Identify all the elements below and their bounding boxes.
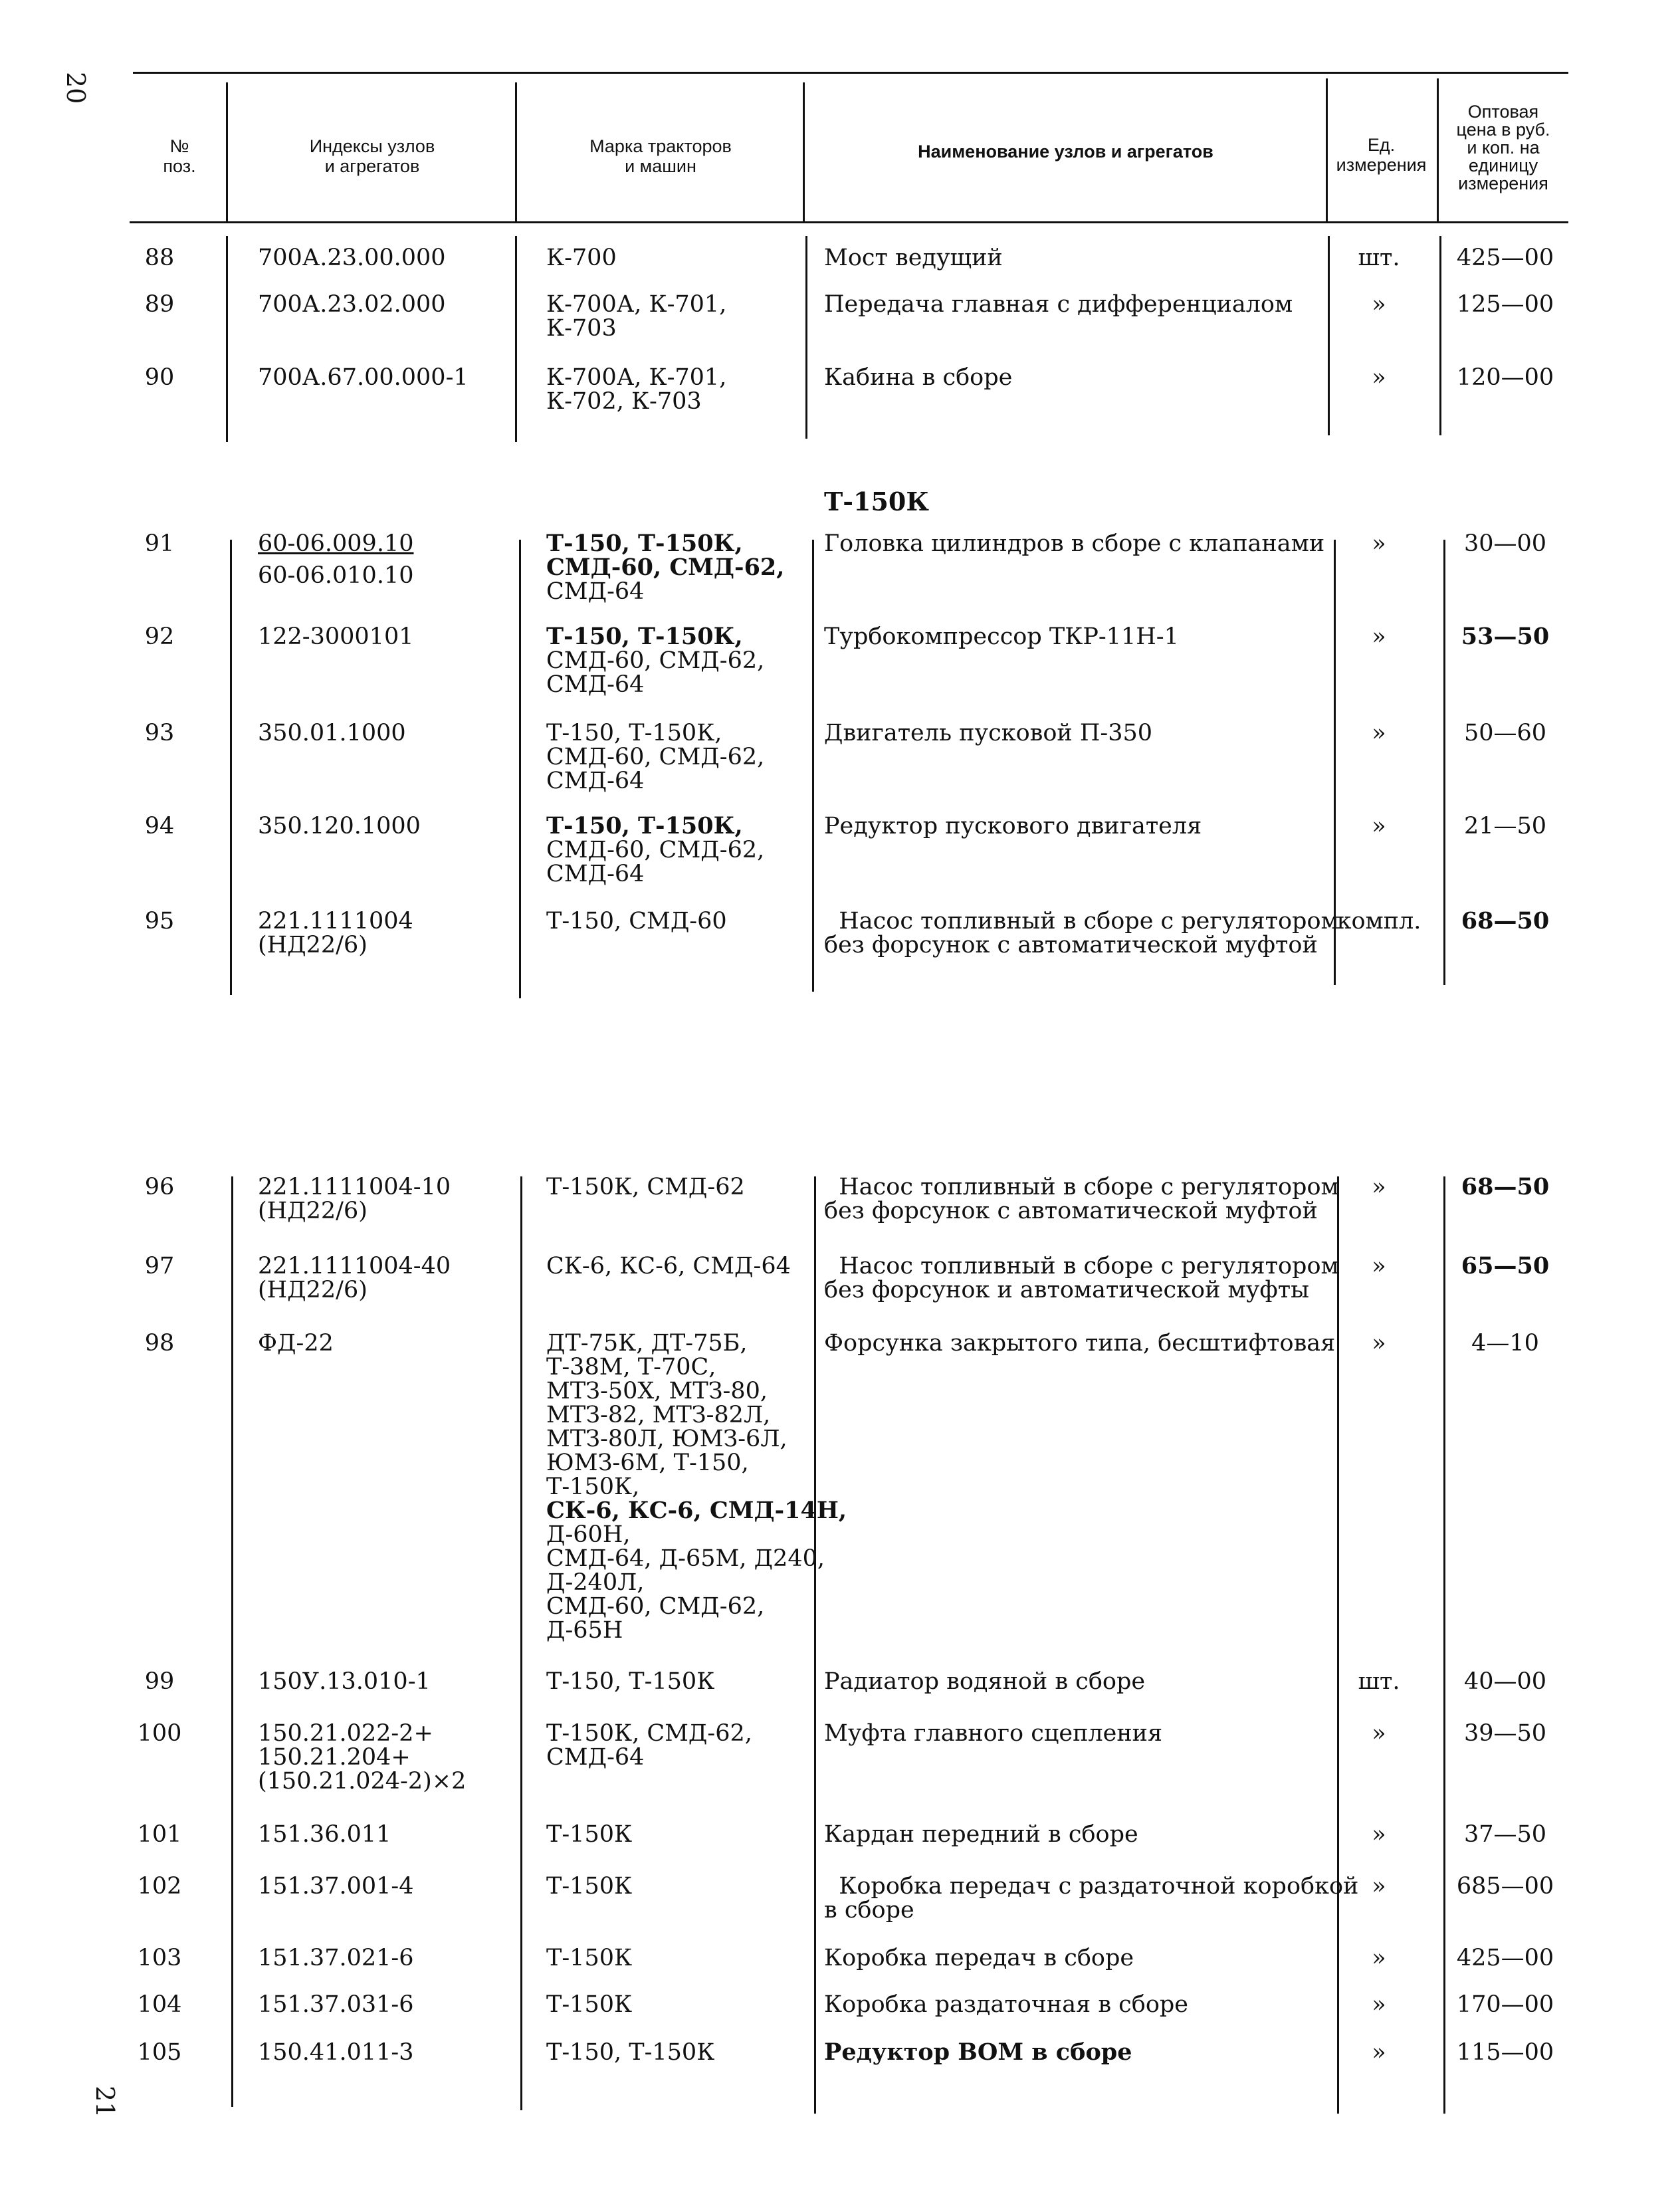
page-number-top: 20 (61, 72, 90, 104)
row-name: Муфта главного сцепления (824, 1720, 1163, 1747)
row-mark: СК-6, КС-6, СМД-64 (546, 1253, 791, 1279)
row-name: Кабина в сборе (824, 364, 1013, 391)
column-rule (231, 1176, 233, 2107)
row-unit: » (1372, 1174, 1386, 1200)
column-rule (803, 82, 805, 222)
row-number: 96 (144, 1174, 175, 1200)
row-mark: ДТ-75К, ДТ-75Б, Т-38М, Т-70С, МТЗ-50Х, МТЗ-80, МТЗ-82, МТЗ-82Л, МТЗ-80Л, ЮМЗ-6Л, ЮМЗ-6М, Т-150, Т-150К, СК-6, КС-6, СМД-14Н, Д-60Н, СМД-64, Д-65М, Д240, Д-240Л, СМД-60, СМД-62, Д-65Н (546, 1330, 847, 1644)
row-name: Головка цилиндров в сборе с клапанами (824, 530, 1325, 557)
row-number: 104 (137, 1991, 182, 2018)
row-index: 350.120.1000 (258, 813, 421, 839)
row-number: 92 (144, 623, 175, 650)
row-price: 53—50 (1461, 623, 1550, 650)
row-number: 95 (144, 908, 175, 934)
row-index: 221.1111004-10 (НД22/6) (258, 1174, 451, 1224)
row-unit: » (1372, 1945, 1386, 1971)
row-number: 88 (144, 245, 175, 271)
row-mark: Т-150, СМД-60 (546, 908, 727, 934)
row-index: 221.1111004-40 (НД22/6) (258, 1253, 451, 1303)
row-name: Насос топливный в сборе с регулятором без форсунок с автоматической муфтой (824, 908, 1339, 958)
row-name: Редуктор пускового двигателя (824, 813, 1202, 839)
row-name: Форсунка закрытого типа, бесштифтовая (824, 1330, 1336, 1357)
row-number: 89 (144, 291, 175, 318)
row-mark: Т-150К (546, 1821, 633, 1848)
row-price: 68—50 (1461, 1173, 1550, 1200)
row-name: Редуктор ВОМ в сборе (824, 2038, 1132, 2066)
row-mark: Т-150К, СМД-62, СМД-64 (546, 1720, 752, 1771)
row-unit: шт. (1358, 245, 1400, 271)
row-index: 151.36.011 (258, 1821, 391, 1848)
row-index: 150У.13.010-1 (258, 1668, 431, 1695)
row-name: Турбокомпрессор ТКР-11Н-1 (824, 623, 1179, 650)
row-unit: » (1372, 1253, 1386, 1279)
row-number: 90 (144, 364, 175, 391)
row-price: 4—10 (1471, 1330, 1539, 1357)
column-rule (805, 236, 807, 439)
row-mark: Т-150, Т-150К, СМД-60, СМД-62, СМД-64 (546, 812, 765, 887)
row-name: Двигатель пусковой П-350 (824, 720, 1153, 746)
row-number: 91 (144, 530, 175, 557)
table-top-rule (133, 72, 1568, 74)
column-rule (814, 1176, 816, 2114)
row-name: Кардан передний в сборе (824, 1821, 1138, 1848)
column-rule (1443, 1176, 1445, 2114)
row-price: 40—00 (1463, 1668, 1547, 1695)
row-mark: Т-150К, СМД-62 (546, 1174, 745, 1200)
row-name: Насос топливный в сборе с регулятором без форсунок и автоматической муфты (824, 1253, 1339, 1303)
row-unit: компл. (1336, 908, 1421, 934)
row-index: 151.37.031-6 (258, 1991, 414, 2018)
row-index: 700А.67.00.000-1 (258, 364, 469, 391)
row-number: 102 (137, 1873, 182, 1900)
row-name: Коробка передач в сборе (824, 1945, 1134, 1971)
row-mark: Т-150К (546, 1945, 633, 1971)
row-price: 115—00 (1456, 2039, 1554, 2066)
column-rule (515, 82, 517, 222)
header-mark: Марка тракторов и машин (589, 136, 732, 176)
row-number: 103 (137, 1945, 182, 1971)
row-mark: Т-150, Т-150К (546, 2039, 715, 2066)
row-unit: шт. (1358, 1668, 1400, 1695)
row-price: 170—00 (1456, 1991, 1554, 2018)
header-index: Индексы узлов и агрегатов (309, 136, 435, 176)
row-number: 97 (144, 1253, 175, 1279)
table-header-rule (130, 221, 1568, 223)
row-price: 30—00 (1463, 530, 1547, 557)
row-index: 221.1111004 (НД22/6) (258, 908, 413, 958)
row-mark: Т-150, Т-150К, СМД-60, СМД-62, СМД-64 (546, 530, 785, 605)
row-index-2: 60-06.010.10 (258, 562, 414, 589)
row-name: Коробка передач с раздаточной коробкой в сборе (824, 1873, 1359, 1923)
header-price: Оптовая цена в руб. и коп. на единицу измерения (1456, 102, 1550, 193)
row-name: Передача главная с дифференциалом (824, 291, 1293, 318)
row-price: 37—50 (1463, 1821, 1547, 1848)
column-rule (226, 82, 228, 222)
row-price: 68—50 (1461, 907, 1550, 934)
row-unit: » (1372, 1720, 1386, 1747)
row-unit: » (1372, 1991, 1386, 2018)
row-number: 98 (144, 1330, 175, 1357)
row-price: 65—50 (1461, 1252, 1550, 1279)
header-num: № поз. (163, 136, 196, 176)
page-number-bottom: 21 (90, 2086, 120, 2118)
row-index: 150.21.022-2+ 150.21.204+ (150.21.024-2)×2 (258, 1720, 467, 1795)
header-name: Наименование узлов и агрегатов (918, 142, 1213, 162)
row-mark: К-700 (546, 245, 617, 271)
row-unit: » (1372, 364, 1386, 391)
row-unit: » (1372, 720, 1386, 746)
column-rule (519, 540, 521, 998)
row-unit: » (1372, 813, 1386, 839)
row-price: 39—50 (1463, 1720, 1547, 1747)
row-number: 101 (137, 1821, 182, 1848)
row-price: 425—00 (1456, 245, 1554, 271)
row-unit: » (1372, 1873, 1386, 1900)
row-number: 99 (144, 1668, 175, 1695)
row-name: Насос топливный в сборе с регулятором без форсунок с автоматической муфтой (824, 1174, 1339, 1224)
row-mark: К-700А, К-701, К-703 (546, 291, 727, 342)
row-index: 151.37.021-6 (258, 1945, 414, 1971)
row-number: 105 (137, 2039, 182, 2066)
row-price: 21—50 (1463, 813, 1547, 839)
column-rule (226, 236, 228, 442)
row-unit: » (1372, 623, 1386, 650)
row-price: 125—00 (1456, 291, 1554, 318)
row-price: 50—60 (1463, 720, 1547, 746)
row-index: 700А.23.02.000 (258, 291, 446, 318)
row-mark: Т-150, Т-150К, СМД-60, СМД-62, СМД-64 (546, 623, 765, 698)
row-price: 425—00 (1456, 1945, 1554, 1971)
row-name: Радиатор водяной в сборе (824, 1668, 1146, 1695)
header-unit: Ед. измерения (1336, 135, 1427, 175)
row-number: 93 (144, 720, 175, 746)
row-index: 700А.23.00.000 (258, 245, 446, 271)
column-rule (515, 236, 517, 442)
row-unit: » (1372, 1821, 1386, 1848)
column-rule (520, 1176, 522, 2110)
row-unit: » (1372, 530, 1386, 557)
row-unit: » (1372, 291, 1386, 318)
row-index: 151.37.001-4 (258, 1873, 414, 1900)
row-index: ФД-22 (258, 1330, 334, 1357)
row-unit: » (1372, 2039, 1386, 2066)
row-mark: Т-150К (546, 1873, 633, 1900)
section-title-t150k: Т-150К (824, 487, 929, 516)
row-unit: » (1372, 1330, 1386, 1357)
row-mark: Т-150К (546, 1991, 633, 2018)
row-price: 685—00 (1456, 1873, 1554, 1900)
row-index: 350.01.1000 (258, 720, 406, 746)
row-mark: Т-150, Т-150К, СМД-60, СМД-62, СМД-64 (546, 720, 765, 794)
row-index: 60-06.009.10 (258, 530, 414, 557)
row-mark: Т-150, Т-150К (546, 1668, 715, 1695)
row-name: Коробка раздаточная в сборе (824, 1991, 1189, 2018)
row-number: 94 (144, 813, 175, 839)
row-mark: К-700А, К-701, К-702, К-703 (546, 364, 727, 415)
column-rule (812, 540, 814, 992)
row-index: 150.41.011-3 (258, 2039, 414, 2066)
column-rule (230, 540, 232, 995)
row-number: 100 (137, 1720, 182, 1747)
column-rule (1439, 236, 1441, 435)
column-rule (1337, 1176, 1339, 2114)
row-price: 120—00 (1456, 364, 1554, 391)
row-index: 122-3000101 (258, 623, 414, 650)
row-name: Мост ведущий (824, 245, 1003, 271)
